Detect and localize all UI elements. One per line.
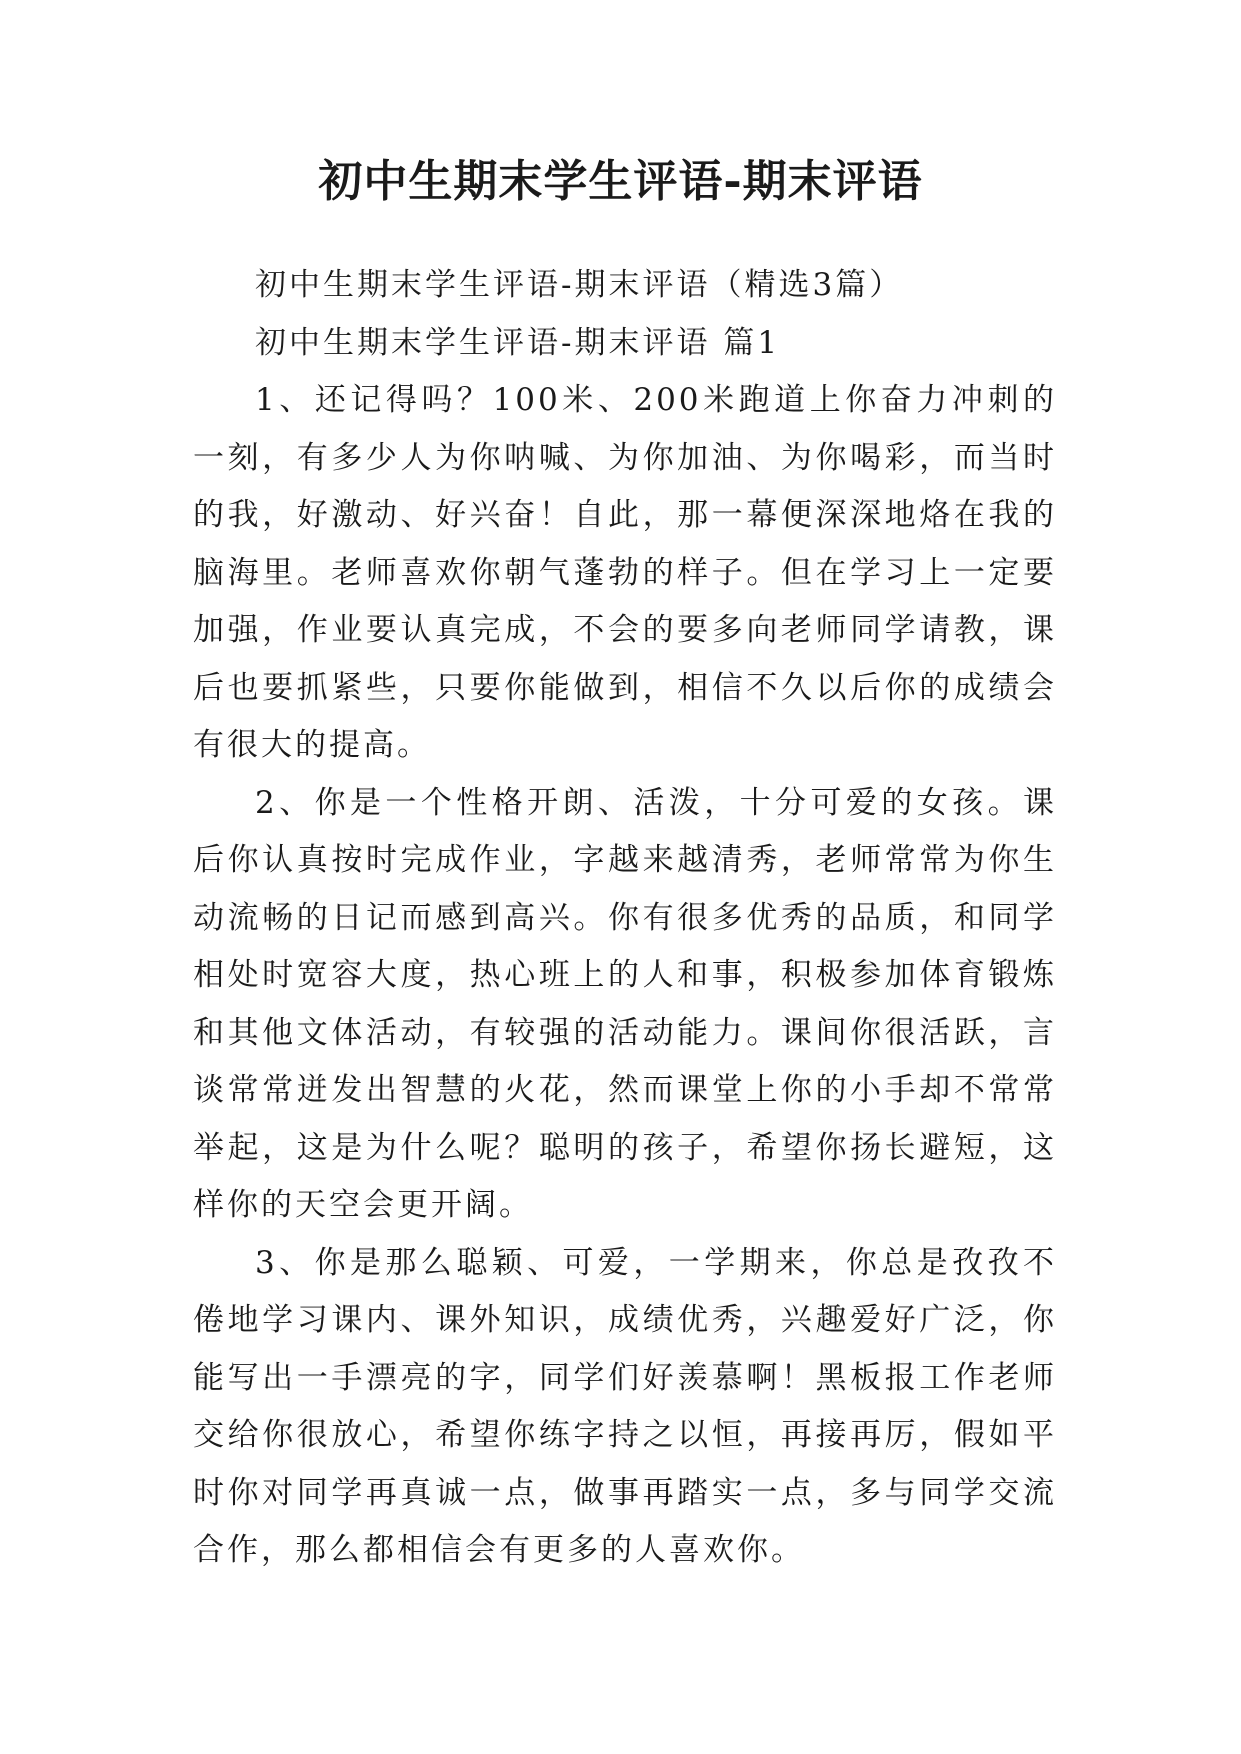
comment-paragraph-2: 2、你是一个性格开朗、活泼，十分可爱的女孩。课后你认真按时完成作业，字越来越清秀，老师常常为你生动流畅的日记而感到高兴。你有很多优秀的品质，和同学相处时宽容大度，热心班上的人和事，积极参加体育锻炼和其他文体活动，有较强的活动能力。课间你很活跃，言谈常常迸发出智慧的火花，然而课堂上你的小手却不常常举起，这是为什么呢？聪明的孩子，希望你扬长避短，这样你的天空会更开阔。 xyxy=(193,784,1057,1223)
document-title: 初中生期末学生评语-期末评语 xyxy=(318,156,923,207)
comment-paragraph-1: 1、还记得吗？100米、200米跑道上你奋力冲刺的一刻，有多少人为你呐喊、为你加油、为你喝彩，而当时的我，好激动、好兴奋！自此，那一幕便深深地烙在我的脑海里。老师喜欢你朝气蓬勃的样子。但在学习上一定要加强，作业要认真完成，不会的要多向老师同学请教，课后也要抓紧些，只要你能做到，相信不久以后你的成绩会有很大的提高。 xyxy=(193,382,1057,763)
section-heading: 初中生期末学生评语-期末评语 篇1 xyxy=(255,324,781,361)
comment-paragraph-3: 3、你是那么聪颖、可爱，一学期来，你总是孜孜不倦地学习课内、课外知识，成绩优秀，兴趣爱好广泛，你能写出一手漂亮的字，同学们好羡慕啊！黑板报工作老师交给你很放心，希望你练字持之以恒，再接再厉，假如平时你对同学再真诚一点，做事再踏实一点，多与同学交流合作，那么都相信会有更多的人喜欢你。 xyxy=(193,1244,1057,1568)
document-subtitle: 初中生期末学生评语-期末评语（精选3篇） xyxy=(255,267,904,303)
document-body xyxy=(193,257,1057,1580)
